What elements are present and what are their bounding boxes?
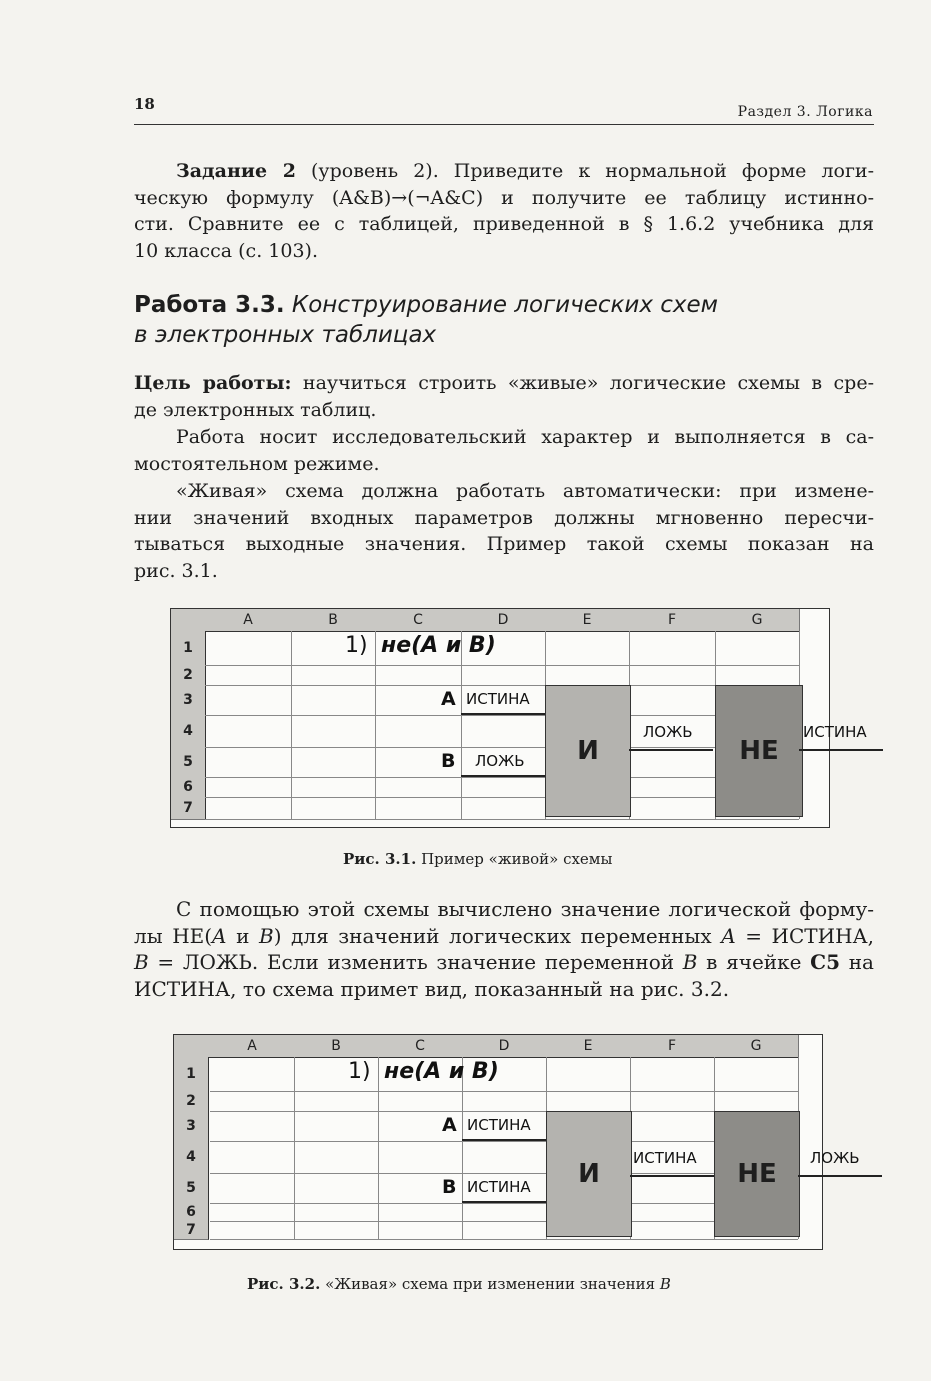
task-line: 10 класса (с. 103). — [134, 239, 318, 262]
column-header: E — [545, 609, 630, 632]
value-b: ЛОЖЬ — [475, 752, 525, 770]
row-header: 5 — [174, 1173, 209, 1204]
connector-line — [630, 1175, 714, 1177]
grid-line — [210, 1111, 798, 1112]
label-b: В — [441, 750, 456, 772]
not-gate: НЕ — [714, 1111, 800, 1237]
value-b: ИСТИНА — [467, 1178, 531, 1196]
column-header: B — [294, 1035, 379, 1058]
spreadsheet-figure-2 — [173, 1034, 860, 1250]
column-header: D — [462, 1035, 547, 1058]
grid-line — [205, 797, 799, 798]
connector-line — [798, 1175, 882, 1177]
row-header: 5 — [171, 747, 206, 778]
task-line: сти. Сравните ее с таблицей, приведенной в § 1.6.2 учебника для — [134, 213, 874, 235]
grid-line — [205, 777, 799, 778]
figure-1-caption: Рис. 3.1. Пример «живой» схемы — [343, 850, 613, 868]
work-title-line1: Конструирование логических схем — [291, 292, 719, 318]
not-output: ИСТИНА — [803, 723, 867, 741]
grid-line — [375, 631, 376, 819]
grid-line — [291, 631, 292, 819]
row-header: 2 — [174, 1091, 209, 1112]
column-header: B — [291, 609, 376, 632]
row-header: 6 — [174, 1203, 209, 1222]
grid-line — [461, 631, 462, 819]
running-head: Раздел 3. Логика — [737, 104, 873, 120]
column-header: A — [205, 609, 292, 632]
column-header: F — [630, 1035, 715, 1058]
work-title-line2: в электронных таблицах — [134, 322, 437, 348]
header-rule — [134, 124, 874, 125]
not-output: ЛОЖЬ — [810, 1149, 860, 1167]
cell-b1-text: 1) — [348, 1059, 371, 1084]
row-header: 7 — [174, 1221, 209, 1240]
label-a: А — [441, 688, 456, 710]
and-output: ИСТИНА — [633, 1149, 697, 1167]
row-header: 3 — [174, 1111, 209, 1142]
task-line: Задание 2 (уровень 2). Приведите к нормальной форме логи- — [176, 160, 874, 182]
grid-line — [205, 819, 799, 820]
row-header: 1 — [171, 631, 206, 666]
connector-line — [461, 775, 547, 777]
work-title — [134, 290, 718, 350]
column-header: G — [715, 609, 800, 632]
row-header: 7 — [171, 797, 206, 820]
grid-line — [205, 665, 799, 666]
column-header: C — [375, 609, 462, 632]
row-header: 4 — [174, 1141, 209, 1174]
connector-line — [462, 1139, 546, 1141]
row-header: 3 — [171, 685, 206, 716]
task-line: ческую формулу (A&B)→(¬A&C) и получите ее таблицу истинно- — [134, 186, 874, 209]
grid-line — [210, 1239, 798, 1240]
grid-line — [205, 747, 799, 748]
column-header: C — [378, 1035, 463, 1058]
column-header: E — [546, 1035, 631, 1058]
row-header: 1 — [174, 1057, 209, 1092]
task-label: Задание 2 — [176, 160, 296, 182]
column-header: D — [461, 609, 546, 632]
connector-line — [629, 749, 713, 751]
and-output: ЛОЖЬ — [643, 723, 693, 741]
row-header: 6 — [171, 777, 206, 798]
value-a: ИСТИНА — [467, 1116, 531, 1134]
research-paragraph: Работа носит исследовательский характер и выполняется в са- мостоятельном режиме. — [134, 426, 874, 475]
column-header: G — [714, 1035, 799, 1058]
column-header: F — [629, 609, 716, 632]
column-header: A — [210, 1035, 295, 1058]
value-a: ИСТИНА — [466, 690, 530, 708]
sheet-corner — [174, 1035, 211, 1058]
goal-paragraph: Цель работы: научиться строить «живые» логические схемы в сре- де электронных таблиц. — [134, 372, 874, 421]
row-header: 4 — [171, 715, 206, 748]
live-scheme-paragraph: «Живая» схема должна работать автоматически: при измене- нии значений входных параметров должны мгновенно пересчи- тываться выходные значения. Пример такой схемы показан на рис. 3.1. — [134, 480, 874, 582]
grid-line — [378, 1057, 379, 1239]
cell-b1-text: 1) — [345, 633, 368, 658]
grid-line — [210, 1203, 798, 1204]
and-gate: И — [546, 1111, 632, 1237]
grid-line — [210, 1091, 798, 1092]
connector-line — [461, 713, 547, 715]
work-number: Работа 3.3. — [134, 292, 285, 318]
spreadsheet-figure-1 — [170, 608, 867, 828]
grid-line — [294, 1057, 295, 1239]
connector-line — [799, 749, 883, 751]
task-paragraph — [134, 158, 874, 264]
connector-line — [462, 1201, 546, 1203]
not-gate: НЕ — [715, 685, 803, 817]
cell-c1-formula: не(A и B) — [384, 1059, 499, 1084]
label-a: А — [442, 1114, 457, 1136]
figure-2-caption: Рис. 3.2. «Живая» схема при изменении значения B — [247, 1275, 671, 1293]
page-number: 18 — [134, 95, 155, 113]
formula-paragraph: С помощью этой схемы вычислено значение логической форму- лы НЕ(A и B) для значений логических переменных A = ИСТИНА, B = ЛОЖЬ. Если изменить значение переменной B в ячейке C5 на ИСТИНА, то схема примет вид, показанный на рис. 3.2. — [134, 897, 875, 1001]
and-gate: И — [545, 685, 631, 817]
cell-c1-formula: не(A и B) — [381, 633, 496, 658]
grid-line — [205, 715, 799, 716]
grid-line — [210, 1173, 798, 1174]
grid-line — [462, 1057, 463, 1239]
grid-line — [210, 1141, 798, 1142]
label-b: В — [442, 1176, 457, 1198]
grid-line — [205, 685, 799, 686]
grid-line — [210, 1221, 798, 1222]
sheet-corner — [171, 609, 206, 632]
row-header: 2 — [171, 665, 206, 686]
goal-label: Цель работы: — [134, 372, 292, 394]
